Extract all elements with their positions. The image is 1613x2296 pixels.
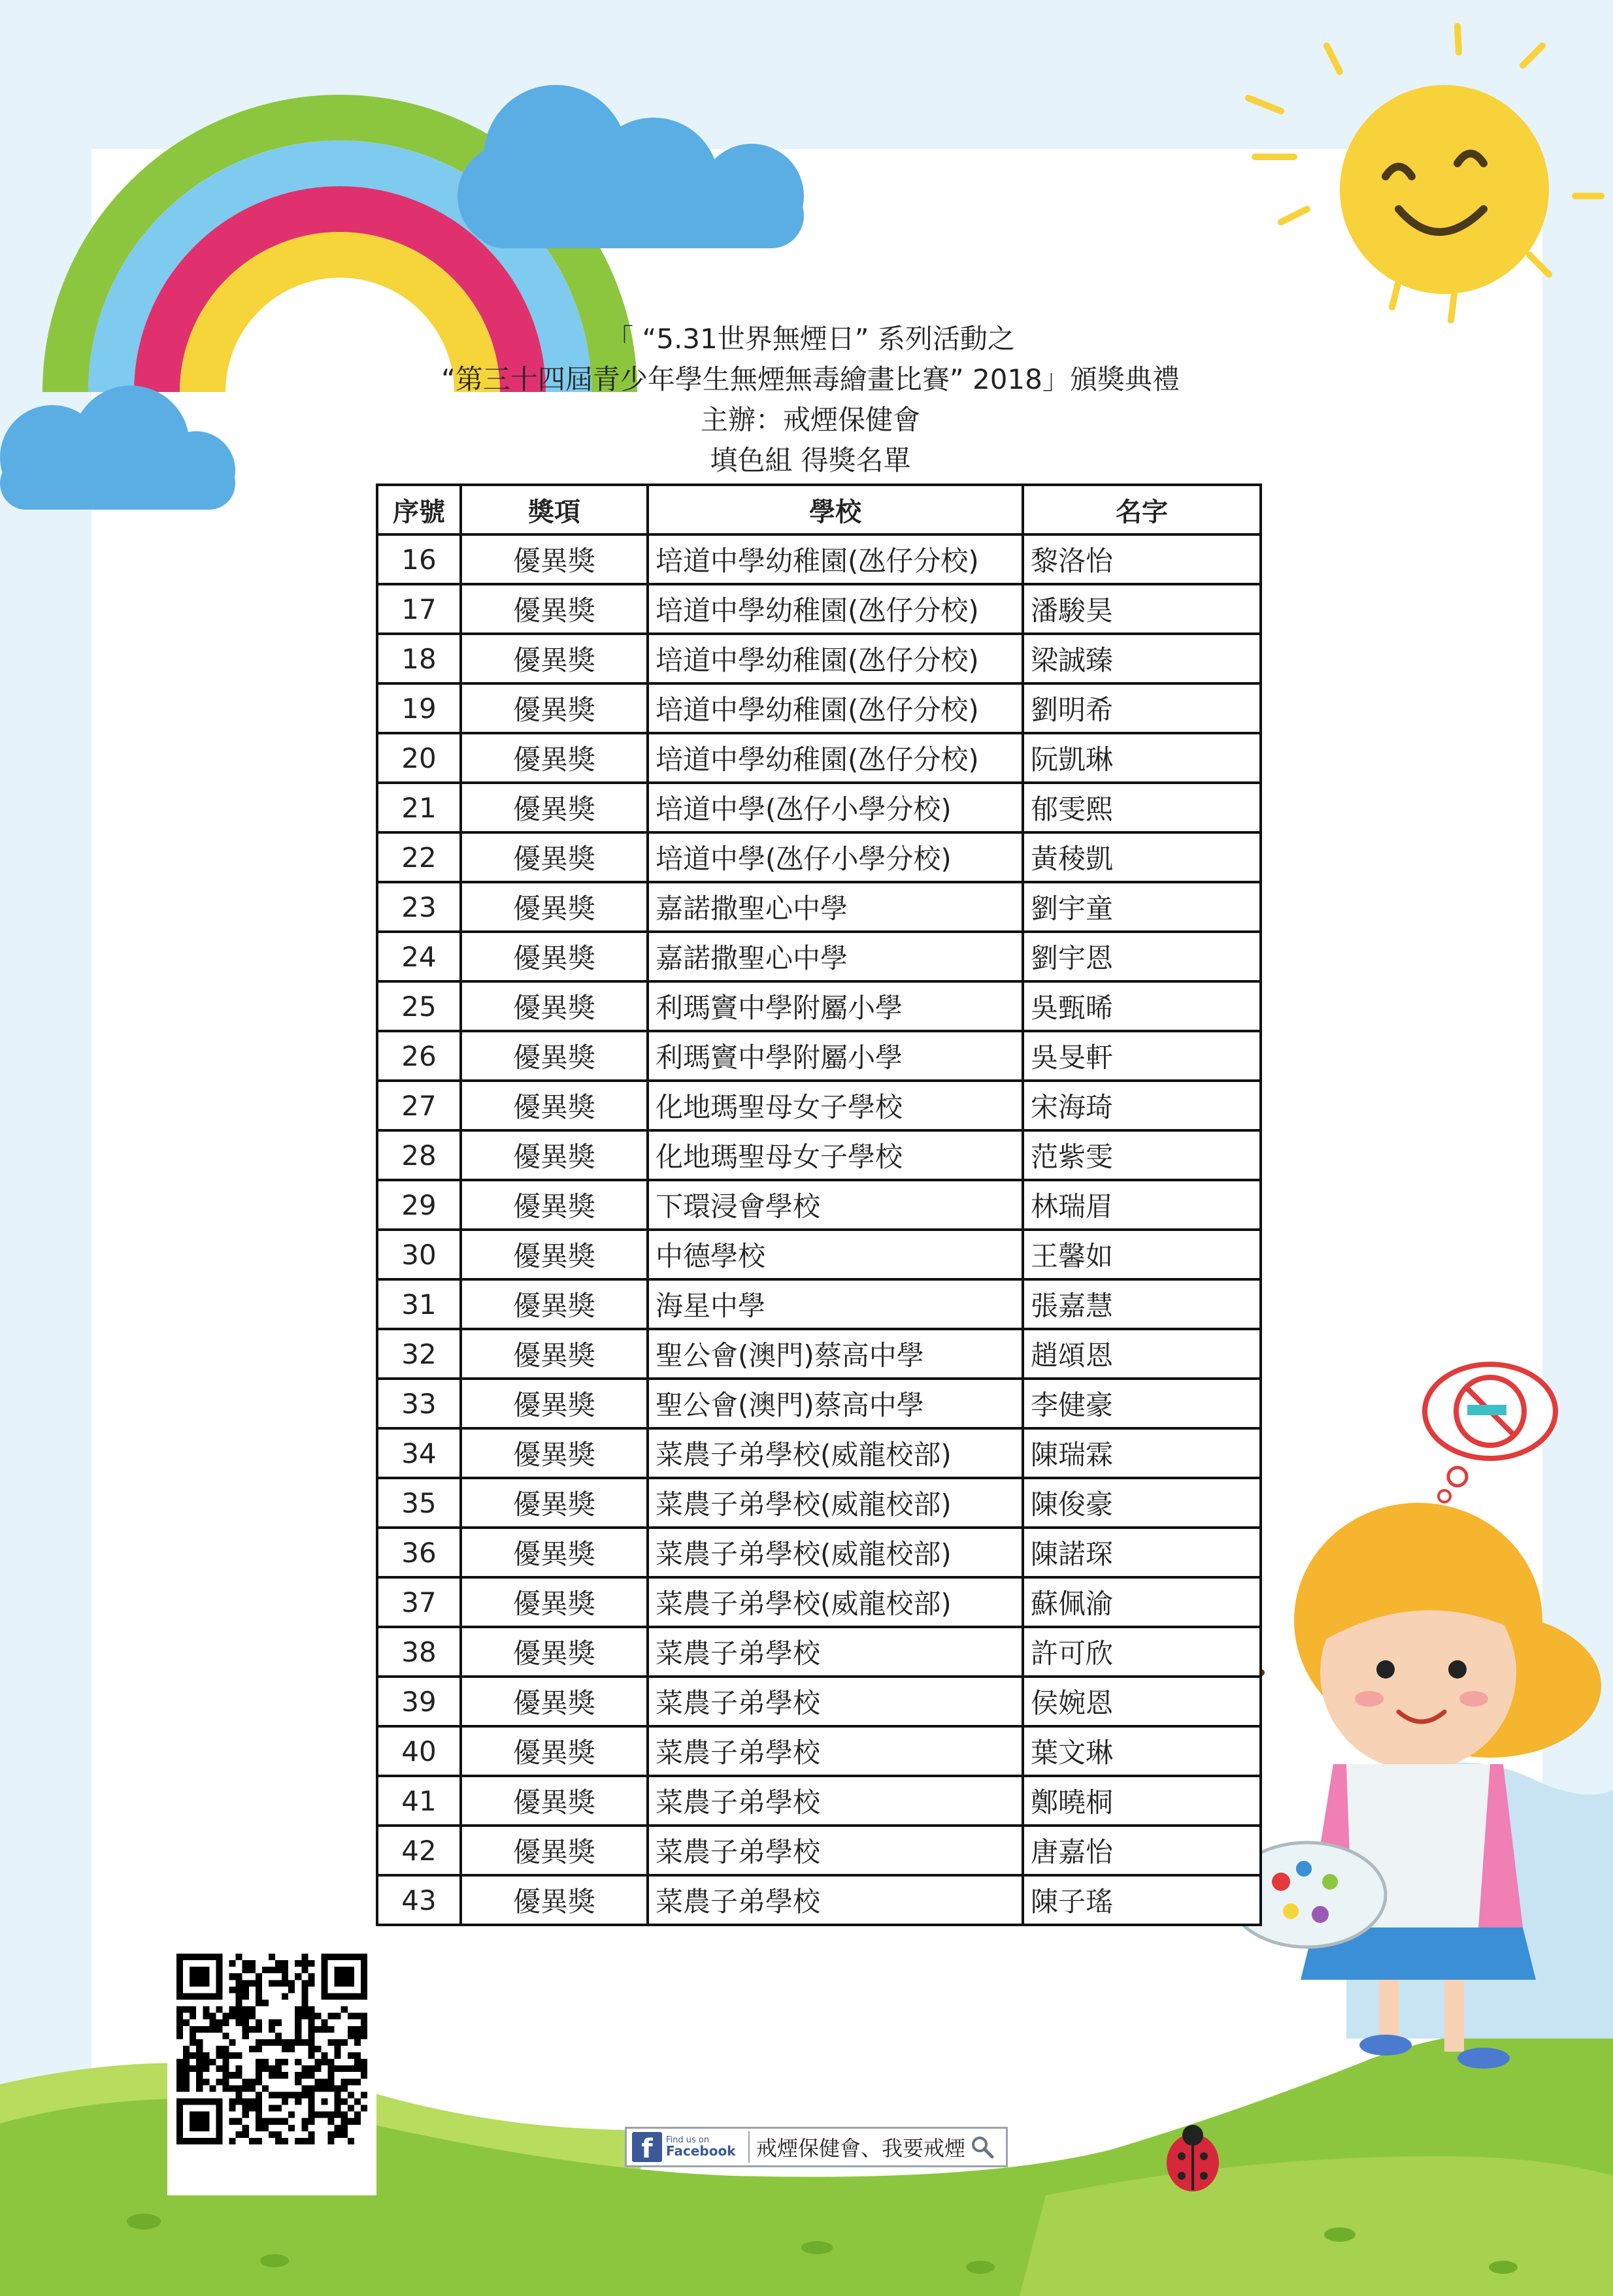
header-school: 學校 <box>648 485 1023 534</box>
cell-name: 阮凱琳 <box>1023 733 1261 783</box>
cell-award: 優異獎 <box>461 1677 648 1726</box>
cell-name: 唐嘉怡 <box>1023 1826 1261 1875</box>
cell-award: 優異獎 <box>461 1379 648 1428</box>
cell-name: 王馨如 <box>1023 1230 1261 1279</box>
cloud-top <box>457 85 804 248</box>
table-row <box>377 1379 1261 1428</box>
table-row <box>377 1329 1261 1379</box>
facebook-search-text: 戒煙保健會、我要戒煙 <box>756 2136 966 2161</box>
cell-award: 優異獎 <box>461 1130 648 1180</box>
cell-name: 趙頌恩 <box>1023 1329 1261 1379</box>
cell-no: 30 <box>377 1230 461 1279</box>
document-heading <box>366 319 1255 481</box>
heading-line-organizer: 主辦：戒煙保健會 <box>700 404 920 436</box>
qr-code <box>167 1941 376 2195</box>
cell-award: 優異獎 <box>461 1627 648 1677</box>
cell-name: 林瑞眉 <box>1023 1180 1261 1230</box>
cell-award: 優異獎 <box>461 733 648 783</box>
cell-name: 劉明希 <box>1023 683 1261 733</box>
cell-no: 17 <box>377 584 461 634</box>
cell-award: 優異獎 <box>461 1329 648 1379</box>
table-row <box>377 1428 1261 1478</box>
cell-name: 陳瑞霖 <box>1023 1428 1261 1478</box>
cell-award: 優異獎 <box>461 832 648 882</box>
cell-award: 優異獎 <box>461 534 648 584</box>
table-row <box>377 882 1261 932</box>
cell-school: 菜農子弟學校(威龍校部) <box>648 1528 1023 1577</box>
cell-award: 優異獎 <box>461 584 648 634</box>
cell-name: 劉宇恩 <box>1023 932 1261 981</box>
cell-award: 優異獎 <box>461 1081 648 1130</box>
table-row <box>377 733 1261 783</box>
facebook-icon: f <box>632 2132 662 2162</box>
table-row <box>377 1478 1261 1528</box>
cell-name: 梁誠臻 <box>1023 634 1261 683</box>
table-row <box>377 832 1261 882</box>
heading-line-category: 填色組 得獎名單 <box>710 444 911 476</box>
cell-school: 菜農子弟學校 <box>648 1677 1023 1726</box>
header-award: 獎項 <box>461 485 648 534</box>
cell-name: 吳甄晞 <box>1023 981 1261 1031</box>
thought-bubble <box>1425 1364 1555 1502</box>
cell-name: 許可欣 <box>1023 1627 1261 1677</box>
cell-no: 32 <box>377 1329 461 1379</box>
header-name: 名字 <box>1023 485 1261 534</box>
cell-name: 黃稜凱 <box>1023 832 1261 882</box>
cell-no: 25 <box>377 981 461 1031</box>
cell-school: 菜農子弟學校 <box>648 1776 1023 1826</box>
cell-school: 培道中學幼稚園(氹仔分校) <box>648 733 1023 783</box>
cell-award: 優異獎 <box>461 1776 648 1826</box>
cell-award: 優異獎 <box>461 1230 648 1279</box>
sun-illustration <box>1248 26 1601 320</box>
cell-no: 38 <box>377 1627 461 1677</box>
table-row <box>377 1776 1261 1826</box>
magnifier-icon <box>971 2135 994 2159</box>
cell-no: 43 <box>377 1875 461 1925</box>
cell-school: 培道中學(氹仔小學分校) <box>648 832 1023 882</box>
cell-award: 優異獎 <box>461 1528 648 1577</box>
cell-school: 嘉諾撒聖心中學 <box>648 932 1023 981</box>
table-row <box>377 1279 1261 1329</box>
cell-award: 優異獎 <box>461 932 648 981</box>
table-row <box>377 1627 1261 1677</box>
table-row <box>377 932 1261 981</box>
cell-name: 吳旻軒 <box>1023 1031 1261 1081</box>
cell-school: 菜農子弟學校 <box>648 1627 1023 1677</box>
cell-name: 劉宇童 <box>1023 882 1261 932</box>
cell-award: 優異獎 <box>461 1031 648 1081</box>
cell-no: 19 <box>377 683 461 733</box>
cell-name: 陳俊豪 <box>1023 1478 1261 1528</box>
cell-award: 優異獎 <box>461 1180 648 1230</box>
cell-school: 聖公會(澳門)蔡高中學 <box>648 1329 1023 1379</box>
cell-award: 優異獎 <box>461 1875 648 1925</box>
table-row <box>377 1031 1261 1081</box>
cell-school: 菜農子弟學校 <box>648 1726 1023 1776</box>
cell-school: 聖公會(澳門)蔡高中學 <box>648 1379 1023 1428</box>
table-row <box>377 1230 1261 1279</box>
cell-no: 41 <box>377 1776 461 1826</box>
facebook-badge[interactable] <box>625 2127 1008 2167</box>
table-row <box>377 1577 1261 1627</box>
cell-no: 39 <box>377 1677 461 1726</box>
cell-award: 優異獎 <box>461 1826 648 1875</box>
cell-award: 優異獎 <box>461 1478 648 1528</box>
table-row <box>377 1180 1261 1230</box>
cell-no: 40 <box>377 1726 461 1776</box>
cell-school: 化地瑪聖母女子學校 <box>648 1081 1023 1130</box>
cell-name: 陳諾琛 <box>1023 1528 1261 1577</box>
cell-award: 優異獎 <box>461 783 648 832</box>
cell-school: 化地瑪聖母女子學校 <box>648 1130 1023 1180</box>
cell-school: 菜農子弟學校 <box>648 1875 1023 1925</box>
cell-name: 范紫雯 <box>1023 1130 1261 1180</box>
cell-award: 優異獎 <box>461 1279 648 1329</box>
cell-no: 35 <box>377 1478 461 1528</box>
cell-school: 培道中學(氹仔小學分校) <box>648 783 1023 832</box>
cell-no: 20 <box>377 733 461 783</box>
cell-no: 16 <box>377 534 461 584</box>
cell-no: 42 <box>377 1826 461 1875</box>
cell-no: 37 <box>377 1577 461 1627</box>
cell-award: 優異獎 <box>461 634 648 683</box>
table-row <box>377 634 1261 683</box>
cell-school: 菜農子弟學校(威龍校部) <box>648 1478 1023 1528</box>
table-header-row <box>377 485 1261 534</box>
facebook-large-text: Facebook <box>666 2143 736 2159</box>
header-no: 序號 <box>377 485 461 534</box>
cell-award: 優異獎 <box>461 1428 648 1478</box>
cell-school: 海星中學 <box>648 1279 1023 1329</box>
cell-school: 培道中學幼稚園(氹仔分校) <box>648 584 1023 634</box>
table-row <box>377 783 1261 832</box>
cell-school: 菜農子弟學校 <box>648 1826 1023 1875</box>
facebook-label <box>666 2136 748 2159</box>
table-row <box>377 981 1261 1031</box>
table-row <box>377 1130 1261 1180</box>
cloud-left <box>0 385 235 510</box>
cell-no: 22 <box>377 832 461 882</box>
cell-name: 李健豪 <box>1023 1379 1261 1428</box>
table-row <box>377 683 1261 733</box>
table-row <box>377 1826 1261 1875</box>
facebook-search-box[interactable] <box>748 2131 1006 2163</box>
cell-name: 潘駿昊 <box>1023 584 1261 634</box>
cell-school: 下環浸會學校 <box>648 1180 1023 1230</box>
cell-name: 鄭曉桐 <box>1023 1776 1261 1826</box>
heading-line-competition: “第三十四屆青少年學生無煙無毒繪畫比賽” 2018」頒獎典禮 <box>441 363 1180 395</box>
cell-award: 優異獎 <box>461 683 648 733</box>
cell-no: 24 <box>377 932 461 981</box>
cell-no: 18 <box>377 634 461 683</box>
cell-school: 培道中學幼稚園(氹仔分校) <box>648 534 1023 584</box>
cell-no: 23 <box>377 882 461 932</box>
award-table <box>376 484 1262 1926</box>
cell-name: 張嘉慧 <box>1023 1279 1261 1329</box>
cell-no: 33 <box>377 1379 461 1428</box>
table-row <box>377 1081 1261 1130</box>
cell-name: 蘇佩渝 <box>1023 1577 1261 1627</box>
cell-school: 嘉諾撒聖心中學 <box>648 882 1023 932</box>
table-row <box>377 1528 1261 1577</box>
cell-school: 中德學校 <box>648 1230 1023 1279</box>
cell-no: 21 <box>377 783 461 832</box>
cell-name: 葉文琳 <box>1023 1726 1261 1776</box>
cell-award: 優異獎 <box>461 981 648 1031</box>
table-row <box>377 1726 1261 1776</box>
cell-school: 菜農子弟學校(威龍校部) <box>648 1577 1023 1627</box>
cell-award: 優異獎 <box>461 1726 648 1776</box>
cell-school: 培道中學幼稚園(氹仔分校) <box>648 634 1023 683</box>
table-row <box>377 1875 1261 1925</box>
table-row <box>377 584 1261 634</box>
cell-name: 郁雯熙 <box>1023 783 1261 832</box>
cell-school: 培道中學幼稚園(氹仔分校) <box>648 683 1023 733</box>
table-row <box>377 534 1261 584</box>
qr-code-icon <box>176 1954 367 2144</box>
cell-school: 菜農子弟學校(威龍校部) <box>648 1428 1023 1478</box>
cell-no: 31 <box>377 1279 461 1329</box>
cell-name: 侯婉恩 <box>1023 1677 1261 1726</box>
table-row <box>377 1677 1261 1726</box>
facebook-small-text: Find us on <box>666 2135 710 2145</box>
heading-line-event: 「 “5.31世界無煙日” 系列活動之 <box>606 323 1015 355</box>
cell-no: 26 <box>377 1031 461 1081</box>
cell-school: 利瑪竇中學附屬小學 <box>648 981 1023 1031</box>
cell-name: 陳子瑤 <box>1023 1875 1261 1925</box>
cell-no: 34 <box>377 1428 461 1478</box>
cell-no: 29 <box>377 1180 461 1230</box>
cell-school: 利瑪竇中學附屬小學 <box>648 1031 1023 1081</box>
cell-name: 黎洛怡 <box>1023 534 1261 584</box>
cell-award: 優異獎 <box>461 882 648 932</box>
cell-no: 28 <box>377 1130 461 1180</box>
cell-award: 優異獎 <box>461 1577 648 1627</box>
cell-no: 27 <box>377 1081 461 1130</box>
cell-name: 宋海琦 <box>1023 1081 1261 1130</box>
cell-no: 36 <box>377 1528 461 1577</box>
